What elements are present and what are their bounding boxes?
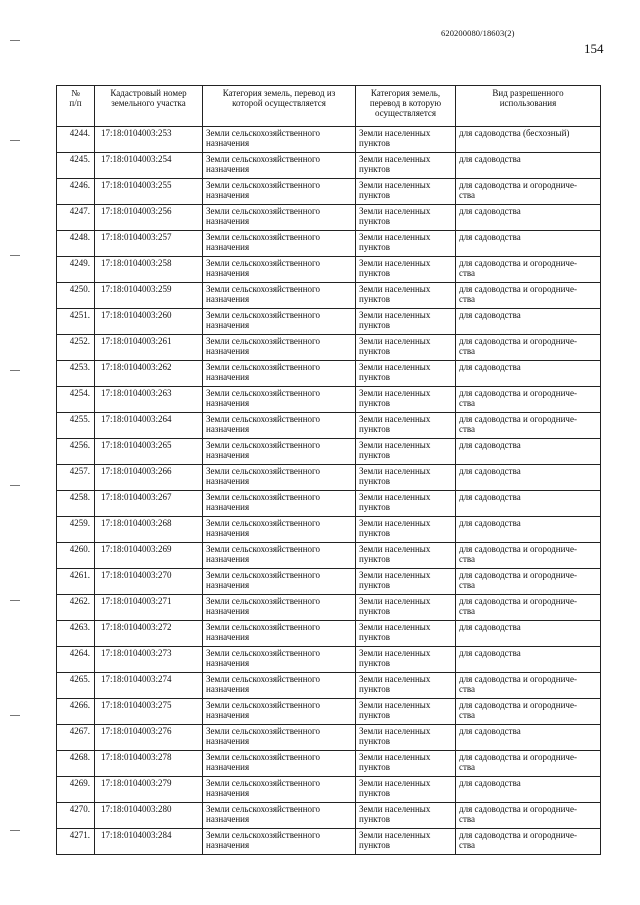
table-row xyxy=(57,387,601,413)
table-row xyxy=(57,127,601,153)
category-from: Земли сельскохозяйственного назначения xyxy=(203,491,356,517)
table-row xyxy=(57,699,601,725)
row-number: 4254. xyxy=(57,387,95,413)
table-row xyxy=(57,205,601,231)
table-row xyxy=(57,751,601,777)
cadastral-number: 17:18:0104003:284 xyxy=(95,829,203,855)
table-row xyxy=(57,439,601,465)
table-row xyxy=(57,283,601,309)
cadastral-number: 17:18:0104003:260 xyxy=(95,309,203,335)
cadastral-number: 17:18:0104003:272 xyxy=(95,621,203,647)
category-to: Земли населенных пунктов xyxy=(356,309,456,335)
cadastral-number: 17:18:0104003:259 xyxy=(95,283,203,309)
permitted-use: для садоводства и огородниче- ства xyxy=(456,335,601,361)
cadastral-number: 17:18:0104003:278 xyxy=(95,751,203,777)
category-from: Земли сельскохозяйственного назначения xyxy=(203,387,356,413)
table-body xyxy=(57,127,601,855)
table-row xyxy=(57,777,601,803)
cadastral-number: 17:18:0104003:265 xyxy=(95,439,203,465)
table-row xyxy=(57,361,601,387)
cadastral-number: 17:18:0104003:263 xyxy=(95,387,203,413)
table-row xyxy=(57,829,601,855)
category-from: Земли сельскохозяйственного назначения xyxy=(203,517,356,543)
land-parcels-table xyxy=(56,85,601,855)
row-number: 4247. xyxy=(57,205,95,231)
header-cadastral-number: Кадастровый номер земельного участка xyxy=(95,86,203,127)
category-from: Земли сельскохозяйственного назначения xyxy=(203,725,356,751)
row-number: 4244. xyxy=(57,127,95,153)
table-header-row xyxy=(57,86,601,127)
cadastral-number: 17:18:0104003:256 xyxy=(95,205,203,231)
cadastral-number: 17:18:0104003:274 xyxy=(95,673,203,699)
row-number: 4245. xyxy=(57,153,95,179)
permitted-use: для садоводства и огородниче- ства xyxy=(456,699,601,725)
category-to: Земли населенных пунктов xyxy=(356,231,456,257)
row-number: 4255. xyxy=(57,413,95,439)
category-to: Земли населенных пунктов xyxy=(356,335,456,361)
permitted-use: для садоводства xyxy=(456,491,601,517)
permitted-use: для садоводства и огородниче- ства xyxy=(456,283,601,309)
cadastral-number: 17:18:0104003:275 xyxy=(95,699,203,725)
category-to: Земли населенных пунктов xyxy=(356,751,456,777)
permitted-use: для садоводства xyxy=(456,725,601,751)
row-number: 4261. xyxy=(57,569,95,595)
category-from: Земли сельскохозяйственного назначения xyxy=(203,829,356,855)
row-number: 4252. xyxy=(57,335,95,361)
permitted-use: для садоводства и огородниче- ства xyxy=(456,387,601,413)
permitted-use: для садоводства и огородниче- ства xyxy=(456,569,601,595)
category-from: Земли сельскохозяйственного назначения xyxy=(203,543,356,569)
category-to: Земли населенных пунктов xyxy=(356,699,456,725)
table-row xyxy=(57,517,601,543)
category-to: Земли населенных пунктов xyxy=(356,569,456,595)
category-from: Земли сельскохозяйственного назначения xyxy=(203,257,356,283)
category-from: Земли сельскохозяйственного назначения xyxy=(203,673,356,699)
row-number: 4256. xyxy=(57,439,95,465)
permitted-use: для садоводства xyxy=(456,465,601,491)
category-from: Земли сельскохозяйственного назначения xyxy=(203,309,356,335)
category-to: Земли населенных пунктов xyxy=(356,543,456,569)
row-number: 4265. xyxy=(57,673,95,699)
category-from: Земли сельскохозяйственного назначения xyxy=(203,127,356,153)
cadastral-number: 17:18:0104003:258 xyxy=(95,257,203,283)
row-number: 4267. xyxy=(57,725,95,751)
category-from: Земли сельскохозяйственного назначения xyxy=(203,231,356,257)
row-number: 4258. xyxy=(57,491,95,517)
header-number: № п/п xyxy=(57,86,95,127)
cadastral-number: 17:18:0104003:269 xyxy=(95,543,203,569)
table-row xyxy=(57,179,601,205)
cadastral-number: 17:18:0104003:276 xyxy=(95,725,203,751)
category-from: Земли сельскохозяйственного назначения xyxy=(203,777,356,803)
row-number: 4246. xyxy=(57,179,95,205)
table-row xyxy=(57,231,601,257)
row-number: 4268. xyxy=(57,751,95,777)
permitted-use: для садоводства и огородниче- ства xyxy=(456,543,601,569)
category-to: Земли населенных пунктов xyxy=(356,257,456,283)
category-from: Земли сельскохозяйственного назначения xyxy=(203,153,356,179)
category-from: Земли сельскохозяйственного назначения xyxy=(203,413,356,439)
table-row xyxy=(57,335,601,361)
category-to: Земли населенных пунктов xyxy=(356,179,456,205)
cadastral-number: 17:18:0104003:264 xyxy=(95,413,203,439)
category-to: Земли населенных пунктов xyxy=(356,465,456,491)
row-number: 4248. xyxy=(57,231,95,257)
permitted-use: для садоводства xyxy=(456,361,601,387)
category-from: Земли сельскохозяйственного назначения xyxy=(203,569,356,595)
cadastral-number: 17:18:0104003:261 xyxy=(95,335,203,361)
row-number: 4271. xyxy=(57,829,95,855)
table-row xyxy=(57,621,601,647)
category-to: Земли населенных пунктов xyxy=(356,205,456,231)
permitted-use: для садоводства xyxy=(456,439,601,465)
page-number: 154 xyxy=(584,41,604,56)
category-to: Земли населенных пунктов xyxy=(356,673,456,699)
category-from: Земли сельскохозяйственного назначения xyxy=(203,283,356,309)
category-to: Земли населенных пунктов xyxy=(356,361,456,387)
cadastral-number: 17:18:0104003:267 xyxy=(95,491,203,517)
permitted-use: для садоводства xyxy=(456,777,601,803)
permitted-use: для садоводства и огородниче- ства xyxy=(456,829,601,855)
header-permitted-use: Вид разрешенного использования xyxy=(456,86,601,127)
category-to: Земли населенных пунктов xyxy=(356,283,456,309)
category-from: Земли сельскохозяйственного назначения xyxy=(203,751,356,777)
permitted-use: для садоводства и огородниче- ства xyxy=(456,673,601,699)
category-from: Земли сельскохозяйственного назначения xyxy=(203,439,356,465)
category-to: Земли населенных пунктов xyxy=(356,439,456,465)
cadastral-number: 17:18:0104003:280 xyxy=(95,803,203,829)
cadastral-number: 17:18:0104003:254 xyxy=(95,153,203,179)
row-number: 4257. xyxy=(57,465,95,491)
category-from: Земли сельскохозяйственного назначения xyxy=(203,647,356,673)
row-number: 4262. xyxy=(57,595,95,621)
category-to: Земли населенных пунктов xyxy=(356,829,456,855)
category-to: Земли населенных пунктов xyxy=(356,413,456,439)
permitted-use: для садоводства (бесхозный) xyxy=(456,127,601,153)
category-from: Земли сельскохозяйственного назначения xyxy=(203,621,356,647)
cadastral-number: 17:18:0104003:253 xyxy=(95,127,203,153)
table-row xyxy=(57,309,601,335)
row-number: 4260. xyxy=(57,543,95,569)
permitted-use: для садоводства xyxy=(456,309,601,335)
category-to: Земли населенных пунктов xyxy=(356,127,456,153)
permitted-use: для садоводства xyxy=(456,205,601,231)
permitted-use: для садоводства xyxy=(456,621,601,647)
table-row xyxy=(57,543,601,569)
row-number: 4251. xyxy=(57,309,95,335)
category-from: Земли сельскохозяйственного назначения xyxy=(203,361,356,387)
permitted-use: для садоводства xyxy=(456,231,601,257)
category-to: Земли населенных пунктов xyxy=(356,725,456,751)
permitted-use: для садоводства xyxy=(456,647,601,673)
category-to: Земли населенных пунктов xyxy=(356,517,456,543)
category-to: Земли населенных пунктов xyxy=(356,595,456,621)
table-row xyxy=(57,153,601,179)
table-row xyxy=(57,569,601,595)
category-from: Земли сельскохозяйственного назначения xyxy=(203,335,356,361)
category-to: Земли населенных пунктов xyxy=(356,777,456,803)
category-from: Земли сельскохозяйственного назначения xyxy=(203,803,356,829)
category-to: Земли населенных пунктов xyxy=(356,153,456,179)
cadastral-number: 17:18:0104003:268 xyxy=(95,517,203,543)
scan-margin-marks xyxy=(0,0,30,905)
table-row xyxy=(57,647,601,673)
category-to: Земли населенных пунктов xyxy=(356,647,456,673)
permitted-use: для садоводства xyxy=(456,517,601,543)
category-to: Земли населенных пунктов xyxy=(356,387,456,413)
category-from: Земли сельскохозяйственного назначения xyxy=(203,465,356,491)
category-from: Земли сельскохозяйственного назначения xyxy=(203,205,356,231)
row-number: 4250. xyxy=(57,283,95,309)
cadastral-number: 17:18:0104003:279 xyxy=(95,777,203,803)
table-row xyxy=(57,673,601,699)
table-row xyxy=(57,413,601,439)
cadastral-number: 17:18:0104003:266 xyxy=(95,465,203,491)
category-from: Земли сельскохозяйственного назначения xyxy=(203,595,356,621)
permitted-use: для садоводства и огородниче- ства xyxy=(456,179,601,205)
row-number: 4266. xyxy=(57,699,95,725)
row-number: 4253. xyxy=(57,361,95,387)
cadastral-number: 17:18:0104003:255 xyxy=(95,179,203,205)
document-code: 620200080/18603(2) xyxy=(441,28,515,38)
table-row xyxy=(57,491,601,517)
category-from: Земли сельскохозяйственного назначения xyxy=(203,179,356,205)
permitted-use: для садоводства и огородниче- ства xyxy=(456,257,601,283)
header-category-from: Категория земель, перевод из которой осуществляется xyxy=(203,86,356,127)
table-row xyxy=(57,465,601,491)
table-row xyxy=(57,725,601,751)
row-number: 4269. xyxy=(57,777,95,803)
cadastral-number: 17:18:0104003:271 xyxy=(95,595,203,621)
permitted-use: для садоводства и огородниче- ства xyxy=(456,413,601,439)
category-from: Земли сельскохозяйственного назначения xyxy=(203,699,356,725)
category-to: Земли населенных пунктов xyxy=(356,621,456,647)
cadastral-number: 17:18:0104003:273 xyxy=(95,647,203,673)
cadastral-number: 17:18:0104003:270 xyxy=(95,569,203,595)
table-row xyxy=(57,257,601,283)
row-number: 4264. xyxy=(57,647,95,673)
header-category-to: Категория земель, перевод в которую осуществляется xyxy=(356,86,456,127)
table-row xyxy=(57,595,601,621)
category-to: Земли населенных пунктов xyxy=(356,491,456,517)
cadastral-number: 17:18:0104003:257 xyxy=(95,231,203,257)
row-number: 4263. xyxy=(57,621,95,647)
row-number: 4259. xyxy=(57,517,95,543)
permitted-use: для садоводства и огородниче- ства xyxy=(456,803,601,829)
row-number: 4249. xyxy=(57,257,95,283)
permitted-use: для садоводства и огородниче- ства xyxy=(456,751,601,777)
table-row xyxy=(57,803,601,829)
row-number: 4270. xyxy=(57,803,95,829)
category-to: Земли населенных пунктов xyxy=(356,803,456,829)
cadastral-number: 17:18:0104003:262 xyxy=(95,361,203,387)
permitted-use: для садоводства xyxy=(456,153,601,179)
permitted-use: для садоводства и огородниче- ства xyxy=(456,595,601,621)
